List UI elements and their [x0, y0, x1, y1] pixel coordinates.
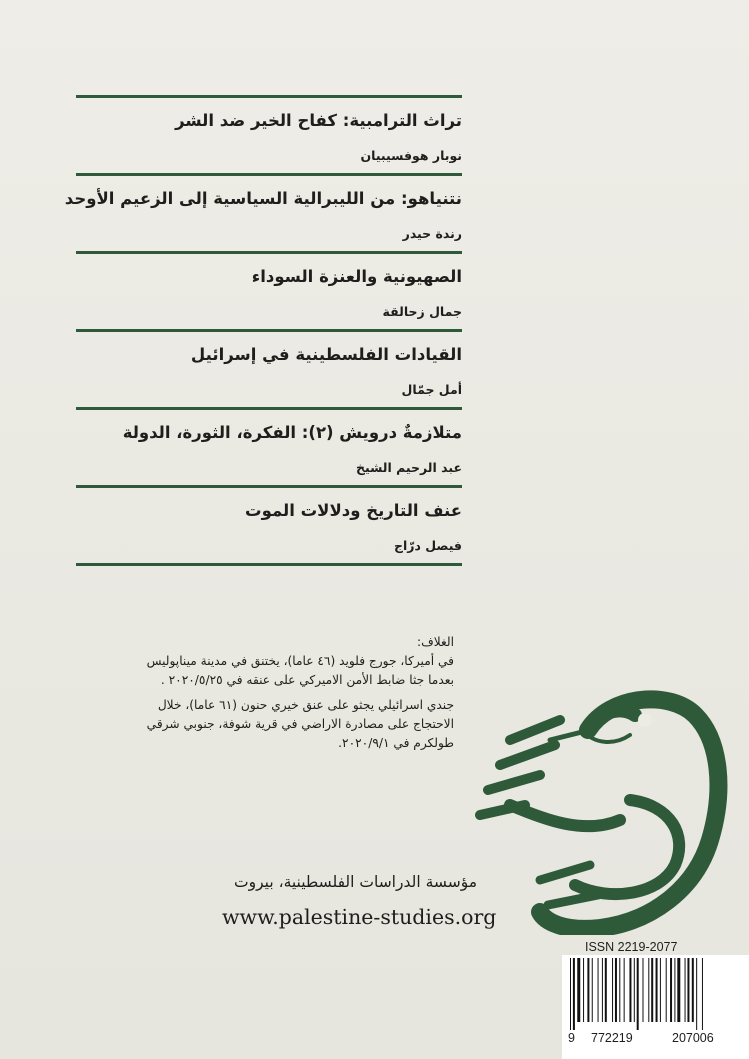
barcode-bar	[648, 958, 649, 1022]
article-entry	[76, 488, 462, 563]
barcode-bar	[577, 958, 580, 1022]
barcode-digits: 207006	[672, 1031, 714, 1045]
article-title: القيادات الفلسطينية في إسرائيل	[190, 345, 462, 364]
barcode-bar	[592, 958, 593, 1022]
barcode-bar	[696, 958, 697, 1030]
article-author: رندة حيدر	[402, 226, 462, 241]
barcode	[566, 958, 749, 1030]
barcode-bar	[687, 958, 689, 1022]
article-entry	[76, 98, 462, 173]
cover-caption	[82, 633, 454, 753]
article-title: الصهيونية والعنزة السوداء	[251, 267, 462, 286]
cover-caption-line: بعدما جثا ضابط الأمن الاميركي على عنقه في ٢٠٢٠/٥/٢٥ .	[160, 673, 454, 687]
article-author: عبد الرحيم الشيخ	[355, 460, 462, 475]
divider	[76, 563, 462, 566]
barcode-bar	[615, 958, 617, 1022]
barcode-bar	[587, 958, 589, 1022]
barcode-bar	[702, 958, 703, 1030]
cover-caption-line: الاحتجاج على مصادرة الاراضي في قرية شوفة، جنوبي شرقي	[146, 717, 454, 731]
barcode-bar	[670, 958, 672, 1022]
article-title: تراث الترامبية: كفاح الخير ضد الشر	[175, 111, 462, 130]
barcode-bar	[666, 958, 667, 1022]
barcode-bar	[598, 958, 599, 1022]
barcode-bar	[624, 958, 625, 1022]
barcode-bar	[656, 958, 658, 1022]
article-entry	[76, 332, 462, 407]
article-title: عنف التاريخ ودلالات الموت	[245, 501, 462, 520]
barcode-bar	[583, 958, 584, 1022]
cover-caption-line: جندي اسرائيلي يجثو على عنق خيري حنون (٦١ عاما)، خلال	[157, 698, 454, 712]
article-title: متلازمةٌ درويش (٢): الفكرة، الثورة، الدولة	[122, 423, 462, 442]
publisher-name: مؤسسة الدراسات الفلسطينية، بيروت	[234, 873, 477, 891]
barcode-bar	[570, 958, 571, 1030]
article-title: نتنياهو: من الليبرالية السياسية إلى الزعيم الأوحد	[64, 189, 462, 208]
article-entry	[76, 254, 462, 329]
barcode-bar	[602, 958, 603, 1022]
barcode-bar	[612, 958, 613, 1022]
barcode-bar	[619, 958, 620, 1022]
cover-caption-line: طولكرم في ٢٠٢٠/٩/١.	[338, 736, 454, 750]
barcode-bar	[685, 958, 686, 1022]
article-author: نوبار هوفسيبيان	[360, 148, 462, 163]
issn-label: ISSN 2219-2077	[585, 940, 678, 954]
table-of-contents	[64, 95, 462, 566]
barcode-digit: 9	[568, 1031, 575, 1045]
barcode-bar	[637, 958, 639, 1030]
barcode-digits: 772219	[591, 1031, 633, 1045]
article-author: جمال زحالقة	[382, 304, 462, 319]
article-author: فيصل درّاج	[393, 538, 462, 553]
barcode-bar	[651, 958, 653, 1022]
barcode-bar	[605, 958, 607, 1022]
barcode-bar	[643, 958, 644, 1022]
website-url[interactable]: www.palestine-studies.org	[222, 905, 497, 929]
cover-caption-heading: الغلاف:	[417, 635, 454, 649]
article-entry	[76, 410, 462, 485]
barcode-bar	[573, 958, 575, 1030]
barcode-bar	[674, 958, 675, 1022]
barcode-bar	[660, 958, 661, 1022]
barcode-bar	[692, 958, 694, 1022]
cover-caption-line: في أميركا، جورج فلويد (٤٦ عاما)، يختنق في مدينة ميناپوليس	[146, 654, 454, 668]
barcode-bar	[629, 958, 631, 1022]
barcode-bar	[677, 958, 680, 1022]
barcode-bar	[634, 958, 635, 1022]
article-author: أمل جمّال	[401, 382, 462, 397]
article-entry	[64, 176, 462, 251]
bird-logo-icon	[470, 690, 740, 935]
